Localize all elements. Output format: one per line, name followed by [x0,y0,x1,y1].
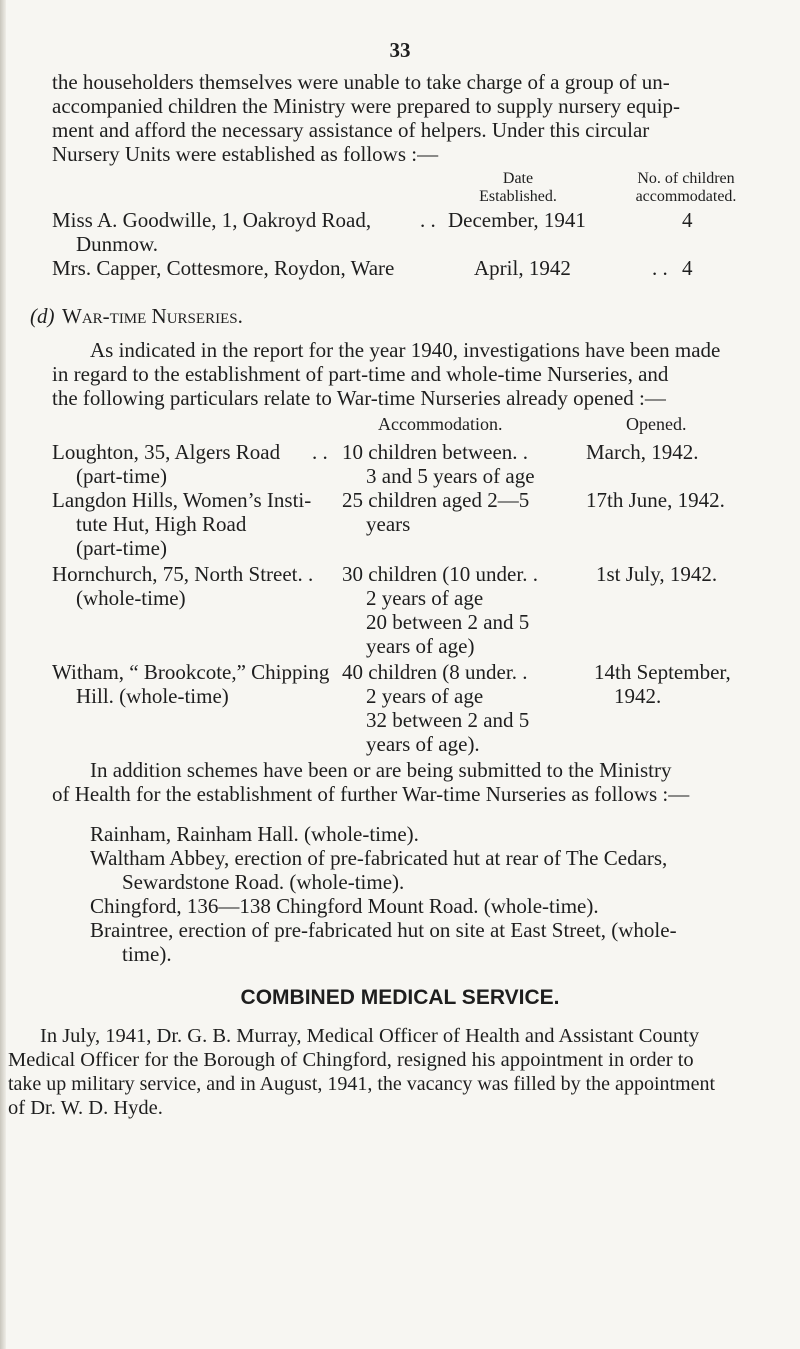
unit-name: Mrs. Capper, Cottesmore, Roydon, Ware [52,256,395,280]
nursery-opened: 17th June, 1942. [586,488,725,512]
unit-name-cont: Dunmow. [76,232,159,256]
page-edge-shadow [0,0,6,1349]
nursery-opened: March, 1942. [586,440,699,464]
nursery-place: tute Hut, High Road [76,512,247,536]
nursery-place: Loughton, 35, Algers Road [52,440,281,464]
nursery-accommodation: 2 years of age [366,586,484,610]
further-item: Chingford, 136—138 Chingford Mount Road. (whole-time). [90,894,599,918]
nursery-place: (whole-time) [76,586,186,610]
nursery-accommodation: 10 children between. . [342,440,529,464]
combined-line: In July, 1941, Dr. G. B. Murray, Medical Officer of Health and Assistant County [40,1025,700,1047]
intro-line: accompanied children the Ministry were prepared to supply nursery equip- [52,94,681,118]
col-head-children [606,170,766,206]
nursery-accommodation: 40 children (8 under. . [342,660,528,684]
combined-line: take up military service, and in August, 1941, the vacancy was filled by the appointment [8,1073,716,1095]
nursery-accommodation: 25 children aged 2—5 [342,488,530,512]
further-item: Rainham, Rainham Hall. (whole-time). [90,822,419,846]
col-head-children-line2: accommodated. [635,188,737,205]
nursery-opened: 1st July, 1942. [596,562,718,586]
nursery-accommodation: 32 between 2 and 5 [366,708,530,732]
nursery-place: (part-time) [76,536,167,560]
unit-date: April, 1942 [474,256,571,280]
unit-dots: . . [652,256,668,280]
intro-line: Nursery Units were established as follows :— [52,142,439,166]
col-head-date-line1: Date [502,170,534,187]
unit-name: Miss A. Goodwille, 1, Oakroyd Road, [52,208,372,232]
combined-heading: COMBINED MEDICAL SERVICE. [240,986,560,1009]
nursery-place: Hornchurch, 75, North Street. . [52,562,314,586]
further-item: Braintree, erection of pre-fabricated hut on site at East Street, (whole- [90,918,677,942]
unit-children: 4 [682,208,693,232]
combined-line: Medical Officer for the Borough of Chingford, resigned his appointment in order to [8,1049,694,1071]
further-intro-line: In addition schemes have been or are being submitted to the Ministry [90,758,672,782]
section-intro-line: in regard to the establishment of part-time and whole-time Nurseries, and [52,362,669,386]
section-intro-line: the following particulars relate to War-time Nurseries already opened :— [52,386,666,410]
col-head-date [448,170,588,206]
nursery-dots: . . [312,440,328,464]
intro-line: ment and afford the necessary assistance of helpers. Under this circular [52,118,650,142]
unit-children: 4 [682,256,693,280]
col-head-children-line1: No. of children [637,170,735,187]
nursery-place: Hill. (whole-time) [76,684,229,708]
section-intro-line: As indicated in the report for the year 1940, investigations have been made [90,338,721,362]
col-head-date-line2: Established. [479,188,557,205]
further-intro-line: of Health for the establishment of further War-time Nurseries as follows :— [52,782,690,806]
nursery-accommodation: years [366,512,411,536]
nursery-accommodation: years of age) [366,634,475,658]
col-head-accommodation: Accommodation. [378,414,503,434]
unit-dots: . . [420,208,436,232]
nursery-opened: 14th September, [594,660,731,684]
nursery-opened: 1942. [614,684,662,708]
further-item: Sewardstone Road. (whole-time). [122,870,405,894]
nursery-accommodation: 2 years of age [366,684,484,708]
nursery-accommodation: 3 and 5 years of age [366,464,535,488]
nursery-accommodation: 30 children (10 under. . [342,562,538,586]
section-heading: War-time Nurseries. [62,304,243,328]
nursery-accommodation: 20 between 2 and 5 [366,610,530,634]
nursery-accommodation: years of age). [366,732,480,756]
nursery-place: (part-time) [76,464,167,488]
nursery-place: Langdon Hills, Women’s Insti- [52,488,312,512]
col-head-opened: Opened. [626,414,687,434]
combined-line: of Dr. W. D. Hyde. [8,1097,163,1119]
nursery-place: Witham, “ Brookcote,” Chipping [52,660,330,684]
intro-line: the householders themselves were unable to take charge of a group of un- [52,70,670,94]
unit-date: December, 1941 [448,208,586,232]
further-item: time). [122,942,172,966]
further-item: Waltham Abbey, erection of pre-fabricated hut at rear of The Cedars, [90,846,668,870]
section-label: (d) [30,304,55,328]
page-number: 33 [389,38,411,62]
